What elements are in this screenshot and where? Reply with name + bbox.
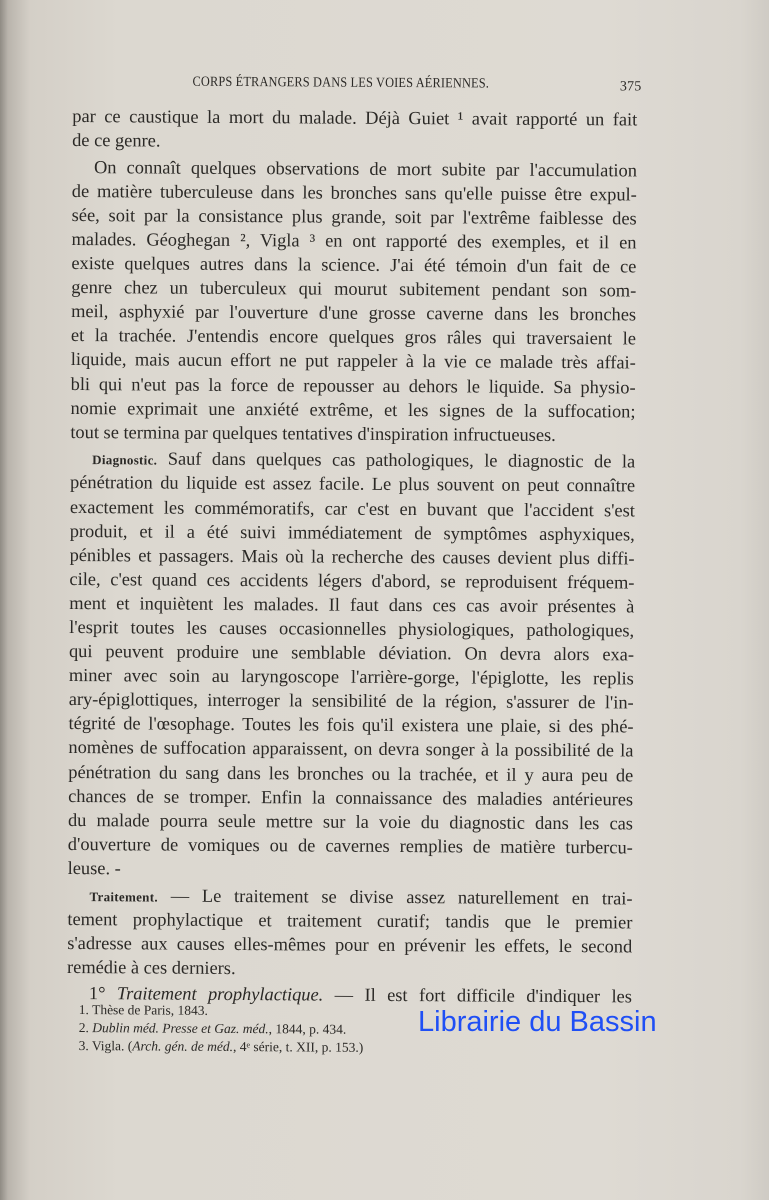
- text-line: [70, 396, 635, 424]
- text-line: [70, 543, 635, 571]
- paragraph: [68, 446, 636, 883]
- text-line: [71, 275, 636, 303]
- text-line: [70, 446, 635, 474]
- line-text: On connaît quelques observations de mort subite par l'accumulation: [93, 156, 638, 181]
- watermark: Librairie du Bassin: [418, 1006, 657, 1038]
- text-line: [69, 591, 634, 619]
- line-text: chances de se tromper. Enfin la connaissance des maladies antérieures: [68, 785, 634, 810]
- line-text: pénétration du sang dans les bronches ou la trachée, et il y aura peu de: [68, 761, 634, 785]
- text-line: [68, 784, 633, 812]
- text-line: [70, 494, 635, 522]
- running-header: [72, 74, 642, 97]
- footnote: [79, 1037, 364, 1057]
- line-text: de ce genre.: [72, 130, 161, 151]
- line-text: qui peuvent produire une semblable déviation. On devra alors exa-: [68, 641, 635, 665]
- text-line: [72, 104, 637, 132]
- line-text: l'esprit toutes les causes occasionnelles physiologiques, pathologiques,: [69, 616, 635, 641]
- line-text: tégrité de l'œsophage. Toutes les fois qu'il existera une plaie, si des phé-: [68, 713, 634, 737]
- line-text: ment et inquiètent les malades. Il faut dans ces cas avoir présentes à: [69, 592, 635, 617]
- line-text: tement prophylactique et traitement curatif; tandis que le premier: [67, 908, 633, 933]
- section-heading: Traitement.: [89, 888, 158, 905]
- text-line: [69, 639, 634, 667]
- text-line: [69, 687, 634, 715]
- line-text: existe quelques autres dans la science. J'ai été témoin d'un fait de ce: [71, 253, 637, 277]
- text-line: [68, 808, 633, 836]
- text-line: [72, 155, 637, 183]
- text-line: [71, 347, 636, 375]
- footnote-number: 3.: [78, 1038, 89, 1054]
- footnote-text: Thèse de Paris, 1843.: [92, 1002, 209, 1018]
- running-title: CORPS ÉTRANGERS DANS LES VOIES AÉRIENNES.: [192, 74, 490, 92]
- text-line: [70, 519, 635, 547]
- line-text: genre chez un tuberculeux qui mourut subitement pendant son som-: [71, 277, 637, 301]
- text-line: [69, 663, 634, 691]
- line-text: exactement les commémoratifs, car c'est en buvant que l'accident s'est: [69, 496, 635, 520]
- paragraph: [67, 882, 633, 982]
- line-text: liquide, mais aucun effort ne put rappeler à la vie ce malade très affai-: [70, 349, 636, 373]
- line-text: s'adresse aux causes elles-mêmes pour en prévenir les effets, le second: [67, 932, 633, 957]
- line-text: bli qui n'eut pas la force de repousser au dehors le liquide. Sa physio-: [70, 373, 636, 397]
- section-heading: Diagnostic.: [92, 452, 158, 468]
- text-line: [69, 615, 634, 643]
- text-line: [67, 955, 632, 983]
- footnote: [79, 1019, 364, 1039]
- footnote-text: Vigla. (: [91, 1038, 133, 1054]
- line-text: — Le traitement se divise assez naturellement en trai-: [157, 885, 633, 908]
- paragraph: [72, 104, 637, 156]
- text-line: [72, 179, 637, 207]
- text-line: [67, 931, 632, 959]
- text-line: [72, 128, 637, 156]
- line-text: tout se termina par quelques tentatives d'inspiration infructueuses.: [70, 421, 556, 445]
- text-line: [72, 203, 637, 231]
- text-line: [70, 420, 635, 448]
- line-text: nomènes de suffocation apparaissent, on devra songer à la possibilité de la: [68, 737, 634, 761]
- line-text: remédie à ces derniers.: [67, 956, 236, 978]
- text-line: [68, 760, 633, 788]
- line-text: Sauf dans quelques cas pathologiques, le diagnostic de la: [157, 448, 636, 472]
- footnotes: [79, 1001, 364, 1057]
- line-text: ary-épiglottiques, interroger la sensibilité de la région, s'assurer de l'in-: [68, 689, 634, 713]
- text-line: [68, 856, 633, 884]
- footnote: [79, 1001, 364, 1021]
- line-text: miner avec soin au laryngoscope l'arrière-gorge, l'épiglotte, les replis: [68, 665, 634, 689]
- line-text: du malade pourra seule mettre sur la voie du diagnostic dans les cas: [67, 809, 634, 834]
- text-line: [71, 251, 636, 279]
- footnote-text: , 1844, p. 434.: [268, 1021, 347, 1037]
- paragraph: [70, 155, 637, 448]
- body-text: [67, 104, 638, 1011]
- line-text: nomie exprimait une anxiété extrême, et les signes de la suffocation;: [70, 397, 636, 422]
- footnote-source: Dublin méd. Presse et Gaz. méd.: [92, 1020, 269, 1037]
- text-line: [69, 567, 634, 595]
- line-text: d'ouverture de vomiques ou de cavernes remplies de matière turbercu-: [67, 833, 633, 858]
- line-text: pénibles et passagers. Mais où la recherche des causes devient plus diffi-: [69, 544, 635, 569]
- text-line: [67, 907, 632, 935]
- footnote-source: Arch. gén. de méd.: [132, 1038, 234, 1054]
- text-line: [70, 470, 635, 498]
- text-line: [69, 711, 634, 739]
- line-text: malades. Géoghegan ², Vigla ³ en ont rapporté des exemples, et il en: [71, 228, 637, 253]
- text-line: [67, 882, 632, 910]
- line-text: — Il est fort difficile d'indiquer les: [323, 984, 632, 1007]
- line-text: cile, c'est quand ces accidents légers d'abord, se reproduisent fréquem-: [69, 568, 635, 593]
- line-text: sée, soit par la consistance plus grande, soit par l'extrême faiblesse des: [71, 204, 637, 229]
- line-text: de matière tuberculeuse dans les bronches sans qu'elle puisse être expul-: [71, 180, 637, 205]
- subsection-heading: Traitement prophylactique.: [116, 983, 324, 1005]
- line-text: par ce caustique la mort du malade. Déjà Guiet ¹ avait rapporté un fait: [72, 105, 638, 130]
- text-line: [68, 735, 633, 763]
- text-line: [71, 227, 636, 255]
- text-line: [68, 832, 633, 860]
- line-text: meil, asphyxié par l'ouverture d'une grosse caverne dans les bronches: [71, 301, 637, 325]
- line-text: et la trachée. J'entendis encore quelques gros râles qui traversaient le: [70, 325, 637, 349]
- text-line: [71, 323, 636, 351]
- line-text: pénétration du liquide est assez facile. Le plus souvent on peut connaître: [69, 472, 636, 496]
- text-line: [71, 372, 636, 400]
- line-text: leuse. -: [67, 857, 121, 879]
- text-line: [71, 299, 636, 327]
- line-text: produit, et il a été suivi immédiatement de symptômes asphyxiques,: [69, 520, 635, 545]
- footnote-number: 2.: [78, 1020, 89, 1036]
- section-number: 1°: [88, 983, 117, 1004]
- page-number: 375: [619, 79, 642, 95]
- footnote-tail: , 4ᵉ série, t. XII, p. 153.): [232, 1038, 364, 1055]
- footnote-number: 1.: [78, 1002, 90, 1018]
